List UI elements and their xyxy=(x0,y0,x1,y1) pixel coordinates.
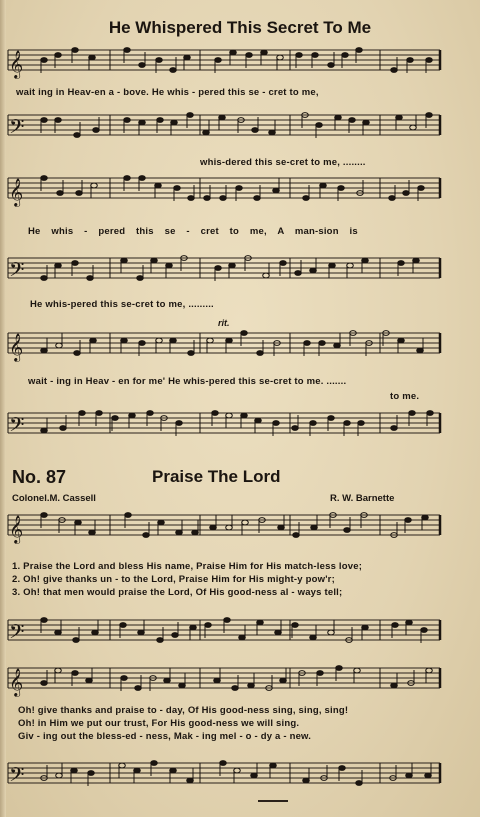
note-head xyxy=(41,276,48,281)
note-head xyxy=(427,411,434,416)
note-head xyxy=(389,196,396,201)
note-head xyxy=(203,130,210,135)
note-head xyxy=(303,778,310,783)
note-head xyxy=(252,128,259,133)
note-head xyxy=(190,625,197,630)
note-head xyxy=(241,331,248,336)
clef-icon: 𝄞 xyxy=(9,178,24,206)
note-head xyxy=(246,53,253,58)
note-head xyxy=(229,263,236,268)
note-head xyxy=(296,53,303,58)
note-head xyxy=(319,341,326,346)
note-head xyxy=(204,196,211,201)
note-head xyxy=(125,513,132,518)
note-head xyxy=(234,768,241,773)
note-head xyxy=(179,683,186,688)
note-head xyxy=(74,351,81,356)
note-head xyxy=(188,351,195,356)
note-head xyxy=(151,761,158,766)
note-head xyxy=(139,120,146,125)
note-head xyxy=(151,258,158,263)
note-head xyxy=(124,118,131,123)
note-head xyxy=(422,515,429,520)
note-head xyxy=(139,341,146,346)
note-head xyxy=(269,130,276,135)
note-head xyxy=(72,671,79,676)
note-head xyxy=(212,411,219,416)
note-head xyxy=(129,413,136,418)
verse-line: Oh! give thanks and praise to - day, Of His good-ness sing, sing, sing! xyxy=(18,705,349,716)
note-head xyxy=(232,686,239,691)
note-head xyxy=(257,620,264,625)
note-head xyxy=(55,53,62,58)
note-head xyxy=(170,768,177,773)
note-head xyxy=(55,118,62,123)
note-head xyxy=(41,348,48,353)
note-head xyxy=(96,411,103,416)
note-head xyxy=(41,513,48,518)
note-head xyxy=(87,276,94,281)
note-head xyxy=(55,630,62,635)
note-head xyxy=(156,58,163,63)
clef-icon: 𝄞 xyxy=(9,515,24,543)
music-staff xyxy=(0,325,480,365)
note-head xyxy=(356,48,363,53)
note-head xyxy=(277,55,284,60)
music-staff xyxy=(0,405,480,445)
note-head xyxy=(215,58,222,63)
note-head xyxy=(241,413,248,418)
note-head xyxy=(172,633,179,638)
note-head xyxy=(255,418,262,423)
clef-icon: 𝄢 xyxy=(9,413,25,441)
note-head xyxy=(254,196,261,201)
note-head xyxy=(407,58,414,63)
note-head xyxy=(75,520,82,525)
note-head xyxy=(426,113,433,118)
note-head xyxy=(270,763,277,768)
note-head xyxy=(135,686,142,691)
song-title-1: He Whispered This Secret To Me xyxy=(108,18,372,37)
note-head xyxy=(86,678,93,683)
note-head xyxy=(93,128,100,133)
note-head xyxy=(339,766,346,771)
note-head xyxy=(344,528,351,533)
note-head xyxy=(184,55,191,60)
note-head xyxy=(157,118,164,123)
note-head xyxy=(119,763,126,768)
note-head xyxy=(226,413,233,418)
note-head xyxy=(55,668,62,673)
note-head xyxy=(263,273,270,278)
note-head xyxy=(303,196,310,201)
note-head xyxy=(347,263,354,268)
note-head xyxy=(139,176,146,181)
note-head xyxy=(342,53,349,58)
note-head xyxy=(41,176,48,181)
note-head xyxy=(273,421,280,426)
note-head xyxy=(89,55,96,60)
note-head xyxy=(176,530,183,535)
note-head xyxy=(120,623,127,628)
note-head xyxy=(362,625,369,630)
note-head xyxy=(396,115,403,120)
verse-line: Giv - ing out the bless-ed - ness, Mak - ing mel - o - dy a - new. xyxy=(18,731,312,742)
note-head xyxy=(164,678,171,683)
note-head xyxy=(406,620,413,625)
note-head xyxy=(215,266,222,271)
note-head xyxy=(121,338,128,343)
note-head xyxy=(391,426,398,431)
hymn-number: No. 87 xyxy=(12,467,67,487)
note-head xyxy=(278,525,285,530)
note-head xyxy=(426,668,433,673)
note-head xyxy=(158,520,165,525)
music-staff xyxy=(0,660,480,700)
tempo-mark: rit. xyxy=(218,318,230,328)
verse-line: Oh! in Him we put our trust, For His good-ness we will sing. xyxy=(18,718,300,729)
note-head xyxy=(316,123,323,128)
note-head xyxy=(41,618,48,623)
note-head xyxy=(328,630,335,635)
note-head xyxy=(354,668,361,673)
music-staff xyxy=(0,170,480,210)
note-head xyxy=(71,768,78,773)
note-head xyxy=(398,261,405,266)
music-staff xyxy=(0,107,480,147)
note-head xyxy=(236,186,243,191)
note-head xyxy=(207,338,214,343)
note-head xyxy=(55,263,62,268)
note-head xyxy=(89,530,96,535)
note-head xyxy=(76,191,83,196)
clef-icon: 𝄢 xyxy=(9,258,25,286)
note-head xyxy=(273,188,280,193)
note-head xyxy=(391,68,398,73)
note-head xyxy=(257,351,264,356)
note-head xyxy=(124,48,131,53)
note-head xyxy=(192,530,199,535)
note-head xyxy=(155,183,162,188)
note-head xyxy=(92,630,99,635)
note-head xyxy=(310,635,317,640)
note-head xyxy=(358,421,365,426)
note-head xyxy=(139,63,146,68)
note-head xyxy=(418,186,425,191)
note-head xyxy=(174,186,181,191)
music-staff xyxy=(0,42,480,82)
clef-icon: 𝄢 xyxy=(9,115,25,143)
note-head xyxy=(328,416,335,421)
note-head xyxy=(391,683,398,688)
note-head xyxy=(292,623,299,628)
note-head xyxy=(72,261,79,266)
note-head xyxy=(329,263,336,268)
note-head xyxy=(409,411,416,416)
composer-credit: R. W. Barnette xyxy=(330,493,395,504)
note-head xyxy=(220,196,227,201)
note-head xyxy=(320,183,327,188)
music-staff xyxy=(0,507,480,547)
note-head xyxy=(421,628,428,633)
verse-line: 3. Oh! that men would praise the Lord, Of His good-ness al - ways tell; xyxy=(12,587,343,598)
note-head xyxy=(403,191,410,196)
note-head xyxy=(280,261,287,266)
lyric-line: to me. xyxy=(390,391,420,402)
note-head xyxy=(242,520,249,525)
note-head xyxy=(317,671,324,676)
music-staff xyxy=(0,755,480,795)
note-head xyxy=(41,58,48,63)
note-head xyxy=(344,421,351,426)
note-head xyxy=(248,683,255,688)
note-head xyxy=(410,125,417,130)
note-head xyxy=(280,678,287,683)
note-head xyxy=(60,426,67,431)
note-head xyxy=(166,263,173,268)
note-head xyxy=(156,338,163,343)
note-head xyxy=(425,773,432,778)
note-head xyxy=(356,781,363,786)
note-head xyxy=(79,411,86,416)
note-head xyxy=(124,176,131,181)
note-head xyxy=(147,411,154,416)
note-head xyxy=(57,191,64,196)
verse-line: 1. Praise the Lord and bless His name, Praise Him for His match-less love; xyxy=(12,561,363,572)
note-head xyxy=(295,271,302,276)
note-head xyxy=(210,525,217,530)
note-head xyxy=(310,268,317,273)
note-head xyxy=(157,638,164,643)
note-head xyxy=(219,115,226,120)
footer-rule xyxy=(258,800,288,802)
note-head xyxy=(311,525,318,530)
note-head xyxy=(363,120,370,125)
note-head xyxy=(188,196,195,201)
note-head xyxy=(41,118,48,123)
lyric-line: He whis-pered this se-cret to me, ......... xyxy=(30,299,214,310)
note-head xyxy=(426,58,433,63)
note-head xyxy=(187,113,194,118)
lyric-line: wait - ing in Heav - en for me' He whis-pered this se-cret to me. ....... xyxy=(28,376,347,387)
note-head xyxy=(398,338,405,343)
note-head xyxy=(74,133,81,138)
note-head xyxy=(143,533,150,538)
note-head xyxy=(392,623,399,628)
note-head xyxy=(138,630,145,635)
note-head xyxy=(73,638,80,643)
note-head xyxy=(56,343,63,348)
note-head xyxy=(304,341,311,346)
note-head xyxy=(335,115,342,120)
note-head xyxy=(41,428,48,433)
note-head xyxy=(349,118,356,123)
note-head xyxy=(224,618,231,623)
note-head xyxy=(137,276,144,281)
note-head xyxy=(334,343,341,348)
note-head xyxy=(90,338,97,343)
music-staff xyxy=(0,612,480,652)
note-head xyxy=(292,426,299,431)
note-head xyxy=(171,120,178,125)
clef-icon: 𝄢 xyxy=(9,620,25,648)
note-head xyxy=(406,773,413,778)
note-head xyxy=(170,338,177,343)
note-head xyxy=(413,258,420,263)
note-head xyxy=(275,630,282,635)
verse-line: 2. Oh! give thanks un - to the Lord, Praise Him for His might-y pow'r; xyxy=(12,574,335,585)
note-head xyxy=(205,623,212,628)
note-head xyxy=(338,186,345,191)
lyric-line: whis-dered this se-cret to me, ........ xyxy=(200,157,366,168)
song-title-2: Praise The Lord xyxy=(152,467,281,486)
note-head xyxy=(56,773,63,778)
note-head xyxy=(230,50,237,55)
clef-icon: 𝄞 xyxy=(9,668,24,696)
clef-icon: 𝄞 xyxy=(9,333,24,361)
note-head xyxy=(239,635,246,640)
note-head xyxy=(220,761,227,766)
note-head xyxy=(91,183,98,188)
note-head xyxy=(72,48,79,53)
note-head xyxy=(134,768,141,773)
lyric-line: wait ing in Heav-en a - bove. He whis - pered this se - cret to me, xyxy=(16,87,319,98)
note-head xyxy=(293,533,300,538)
note-head xyxy=(88,771,95,776)
note-head xyxy=(336,666,343,671)
note-head xyxy=(187,778,194,783)
note-head xyxy=(226,338,233,343)
note-head xyxy=(417,348,424,353)
note-head xyxy=(328,63,335,68)
note-head xyxy=(226,525,233,530)
lyricist-credit: Colonel.M. Cassell xyxy=(12,493,96,504)
note-head xyxy=(405,518,412,523)
note-head xyxy=(121,258,128,263)
note-head xyxy=(176,421,183,426)
clef-icon: 𝄞 xyxy=(9,50,24,78)
note-head xyxy=(251,773,258,778)
note-head xyxy=(310,421,317,426)
note-head xyxy=(121,676,128,681)
note-head xyxy=(214,678,221,683)
note-head xyxy=(170,68,177,73)
clef-icon: 𝄢 xyxy=(9,763,25,791)
lyric-line: He whis - pered this se - cret to me, A man-sion is xyxy=(28,226,358,237)
note-head xyxy=(41,681,48,686)
note-head xyxy=(312,53,319,58)
music-staff xyxy=(0,250,480,290)
note-head xyxy=(362,258,369,263)
note-head xyxy=(112,416,119,421)
note-head xyxy=(261,50,268,55)
